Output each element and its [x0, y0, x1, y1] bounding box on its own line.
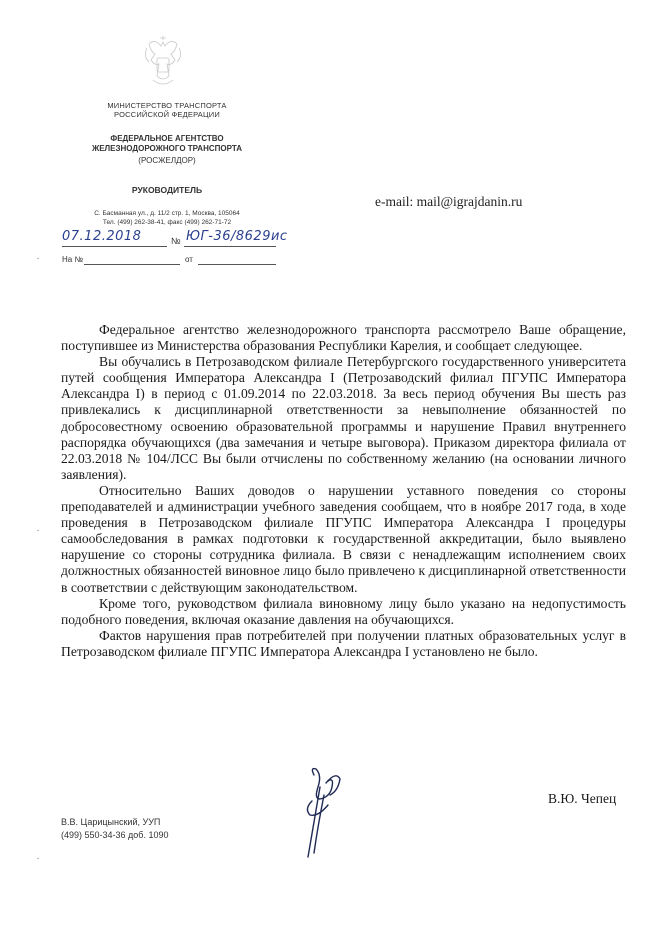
reg-number: ЮГ-36/8629ис	[186, 229, 288, 244]
ref-from-line	[198, 264, 276, 265]
ref-number-line	[84, 264, 180, 265]
reg-date-line	[62, 246, 167, 247]
agency-name	[60, 134, 274, 154]
executor-name: В.В. Царицынский, УУП	[61, 817, 161, 827]
reg-date: 07.12.2018	[62, 229, 142, 244]
executor-phone: (499) 550-34-36 доб. 1090	[61, 830, 169, 840]
reg-number-label: №	[171, 236, 181, 246]
recipient-email: e-mail: mail@igrajdanin.ru	[375, 194, 523, 209]
executor-block	[61, 816, 168, 842]
reg-number-line	[184, 246, 276, 247]
agency-line1: ФЕДЕРАЛЬНОЕ АГЕНТСТВО	[110, 134, 224, 143]
ministry-line2: РОССИЙСКОЙ ФЕДЕРАЦИИ	[114, 110, 220, 119]
ref-from-label: от	[185, 255, 193, 264]
agency-short-name: (РОСЖЕЛДОР)	[138, 156, 196, 165]
ministry-line1: МИНИСТЕРСТВО ТРАНСПОРТА	[107, 101, 227, 110]
body-paragraph: Фактов нарушения прав потребителей при получении платных образовательных услуг в Петрозаводском филиале ПГУПС Императора Александра I установлено не было.	[61, 627, 626, 659]
body-paragraph: Федеральное агентство железнодорожного транспорта рассмотрело Ваше обращение, поступившее из Министерства образования Республики Карелия, и сообщает следующее.	[61, 322, 626, 354]
handwritten-signature	[290, 765, 360, 860]
ref-number-label: На №	[62, 255, 84, 264]
margin-mark	[37, 858, 39, 859]
agency-line2: ЖЕЛЕЗНОДОРОЖНОГО ТРАНСПОРТА	[91, 144, 242, 153]
body-paragraph: Кроме того, руководством филиала виновному лицу было указано на недопустимость подобного поведения, включая оказание давления на обучающихся.	[61, 595, 626, 627]
ministry-name	[60, 101, 274, 119]
margin-mark	[37, 258, 39, 259]
letter-body	[61, 322, 626, 660]
position-title: РУКОВОДИТЕЛЬ	[131, 185, 203, 195]
body-paragraph: Вы обучались в Петрозаводском филиале Петербургского государственного университета путей сообщения Императора Александра I (Петрозаводский филиал ПГУПС Императора Александра I) в период с 01.09.2014 по 22.03.2018. За весь период обучения Вы шесть раз привлекались к дисциплинарной ответственности за невыполнение обязанностей по добросовестному освоению образовательной программы и нарушение Правил внутреннего распорядка обучающихся (два замечания и четыре выговора). Приказом директора филиала от 22.03.2018 № 104/ЛСС Вы были отчислены по собственному желанию (на основании личного заявления).	[61, 354, 626, 482]
phones: Тел. (499) 262-38-41, факс (499) 262-71-72	[102, 219, 232, 226]
address: С. Басманная ул., д. 11/2 стр. 1, Москва, 105064	[94, 210, 240, 217]
margin-mark	[37, 530, 39, 531]
signatory-name: В.Ю. Чепец	[548, 791, 617, 806]
coat-of-arms-icon	[141, 36, 185, 94]
body-paragraph: Относительно Ваших доводов о нарушении уставного поведения со стороны преподавателей и администрации учебного заведения сообщаем, что в ноябре 2017 года, в ходе проведения в Петрозаводском филиале ПГУПС Императора Александра I процедуры самообследования в рамках подготовки к государственной аккредитации, было выявлено нарушение со стороны сотрудника филиала. В связи с ненадлежащим исполнением своих должностных обязанностей виновное лицо было привлечено к дисциплинарной ответственности в соответствии с действующим законодательством.	[61, 482, 626, 595]
